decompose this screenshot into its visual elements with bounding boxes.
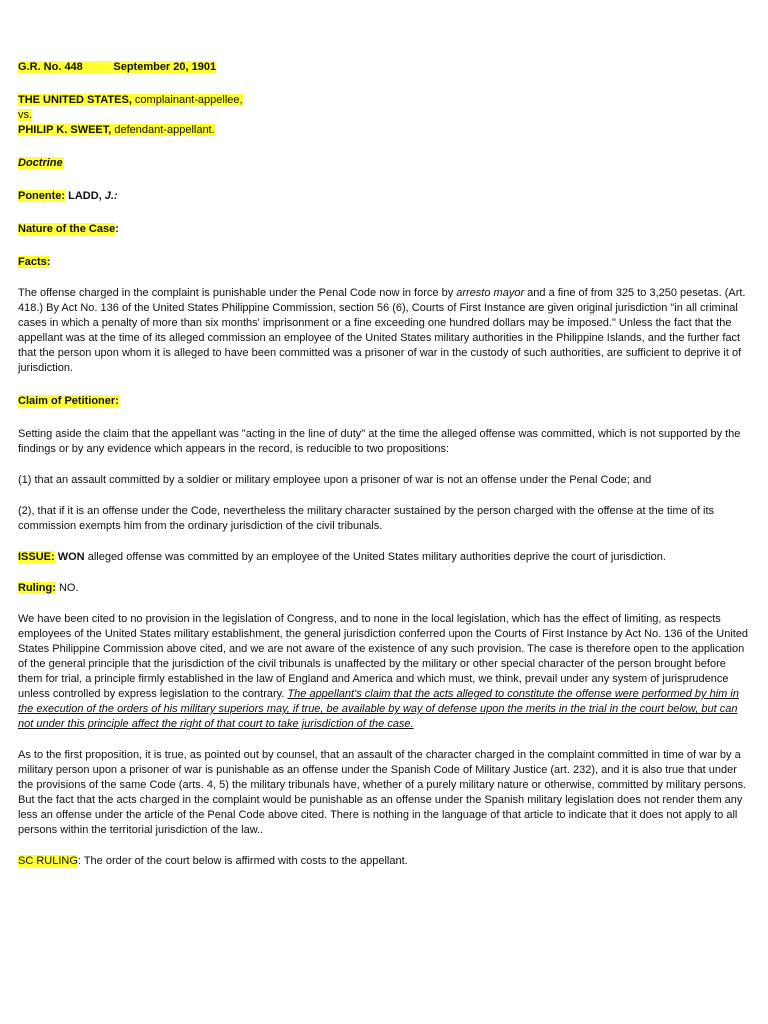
nature-colon: : bbox=[115, 223, 119, 235]
claim-intro: Setting aside the claim that the appellant was "acting in the line of duty" at the time the alleged offense was committed, which is not supported by the findings or by any evidence which appears in the record, is reducible to two propositions: bbox=[18, 428, 741, 455]
defendant-role: defendant-appellant. bbox=[111, 124, 215, 136]
ruling-answer: NO. bbox=[55, 582, 79, 594]
proposition-1: (1) that an assault committed by a soldier or military employee upon a prisoner of war is not an offense under the Penal Code; and bbox=[18, 474, 652, 486]
case-header bbox=[18, 60, 752, 75]
case-number: G.R. No. 448 bbox=[18, 61, 83, 73]
claim-heading bbox=[18, 394, 752, 409]
versus-label: vs. bbox=[18, 109, 33, 121]
sc-ruling-text: : The order of the court below is affirmed with costs to the appellant. bbox=[77, 855, 408, 867]
ruling-paragraph-2: As to the first proposition, it is true, as pointed out by counsel, that an assault of the character charged in the complaint committed in time of war by a military person upon a prisoner of war is punishable as an offense under the Spanish Code of Military Justice (art. 232), and it is also true that under the provisions of the same Code (arts. 4, 5) the military tribunals have, whether of a purely military nature or otherwise, committed by military persons. But the fact that the acts charged in the complaint would be punishable as an offense under the Spanish military legislation does not render them any less an offense under the article of the Penal Code above cited. There is nothing in the language of that article to indicate that it does not apply to all persons within the territorial jurisdiction of the law.. bbox=[18, 749, 747, 836]
issue-won: WON bbox=[54, 551, 85, 563]
ruling-emphasis: The appellant's claim that the acts alleged to constitute the offense were performed by him in the execution of the orders of his military superiors may, if true, be available by way of defense upon the merits in the trial in the court below, but can not under this principle affect the right of that court to take jurisdiction of the case. bbox=[18, 688, 739, 730]
doctrine-heading bbox=[18, 156, 752, 171]
sc-ruling-label: SC RULING bbox=[18, 855, 78, 867]
ponente-label: Ponente: bbox=[18, 190, 66, 202]
facts-label: Facts: bbox=[18, 256, 51, 268]
ponente-line bbox=[18, 189, 752, 204]
defendant-name: PHILIP K. SWEET, bbox=[18, 124, 112, 136]
ruling-label: Ruling: bbox=[18, 582, 56, 594]
doctrine-label: Doctrine bbox=[18, 157, 63, 169]
issue-line bbox=[18, 550, 752, 565]
issue-label: ISSUE: bbox=[18, 551, 55, 563]
facts-paragraph: The offense charged in the complaint is punishable under the Penal Code now in force by arresto mayor and a fine of from 325 to 3,250 pesetas. (Art. 418.) By Act No. 136 of the United States Philippine Commission, section 56 (6), Courts of First Instance are given original jurisdiction "in all criminal cases in which a penalty of more than six months' imprisonment or a fine exceeding one hundred dollars may be imposed." Unless the fact that the appellant was at the time of its alleged commission an employee of the United States military authorities in the Philippine Islands, and the further fact that the person upon whom it is alleged to have been committed was a prisoner of war in the custody of such authorities, are sufficient to deprive it of jurisdiction. bbox=[18, 287, 746, 374]
plaintiff-name: THE UNITED STATES, bbox=[18, 94, 132, 106]
ruling-line bbox=[18, 581, 752, 596]
document-page bbox=[18, 60, 752, 869]
case-date: September 20, 1901 bbox=[113, 61, 217, 73]
plaintiff-role: complainant-appellee, bbox=[131, 94, 243, 106]
ponente-name: LADD, bbox=[65, 190, 105, 202]
parties-defendant bbox=[18, 123, 752, 138]
nature-label: Nature of the Case bbox=[18, 223, 116, 235]
claim-label: Claim of Petitioner: bbox=[18, 395, 119, 407]
arresto-mayor-term: arresto mayor bbox=[456, 287, 525, 299]
ponente-suffix: J.: bbox=[104, 190, 118, 202]
parties-plaintiff bbox=[18, 93, 752, 108]
ruling-paragraph-1: We have been cited to no provision in the legislation of Congress, and to none in the local legislation, which has the effect of limiting, as respects employees of the United States military establishment, the general jurisdiction conferred upon the Courts of First Instance by Act No. 136 of the United States Philippine Commission above cited, and we are not aware of the existence of any such provision. The case is therefore open to the application of the general principle that the jurisdiction of the civil tribunals is unaffected by the military or other special character of the person brought before them for trial, a principle firmly established in the law of England and America and which must, we think, prevail under any system of jurisprudence unless controlled by express legislation to the contrary. The appellant's claim that the acts alleged to constitute the offense were performed by him in the execution of the orders of his military superiors may, if true, be available by way of defense upon the merits in the trial in the court below, but can not under this principle affect the right of that court to take jurisdiction of the case. bbox=[18, 613, 749, 730]
parties-vs bbox=[18, 108, 752, 123]
sc-ruling-line bbox=[18, 854, 752, 869]
facts-heading bbox=[18, 255, 752, 270]
issue-text: alleged offense was committed by an employee of the United States military authorities deprive the court of jurisdiction. bbox=[84, 551, 666, 563]
nature-heading bbox=[18, 222, 752, 237]
proposition-2: (2), that if it is an offense under the Code, nevertheless the military character sustained by the person charged with the offense at the time of its commission exempts him from the ordinary jurisdiction of the civil tribunals. bbox=[18, 505, 715, 532]
